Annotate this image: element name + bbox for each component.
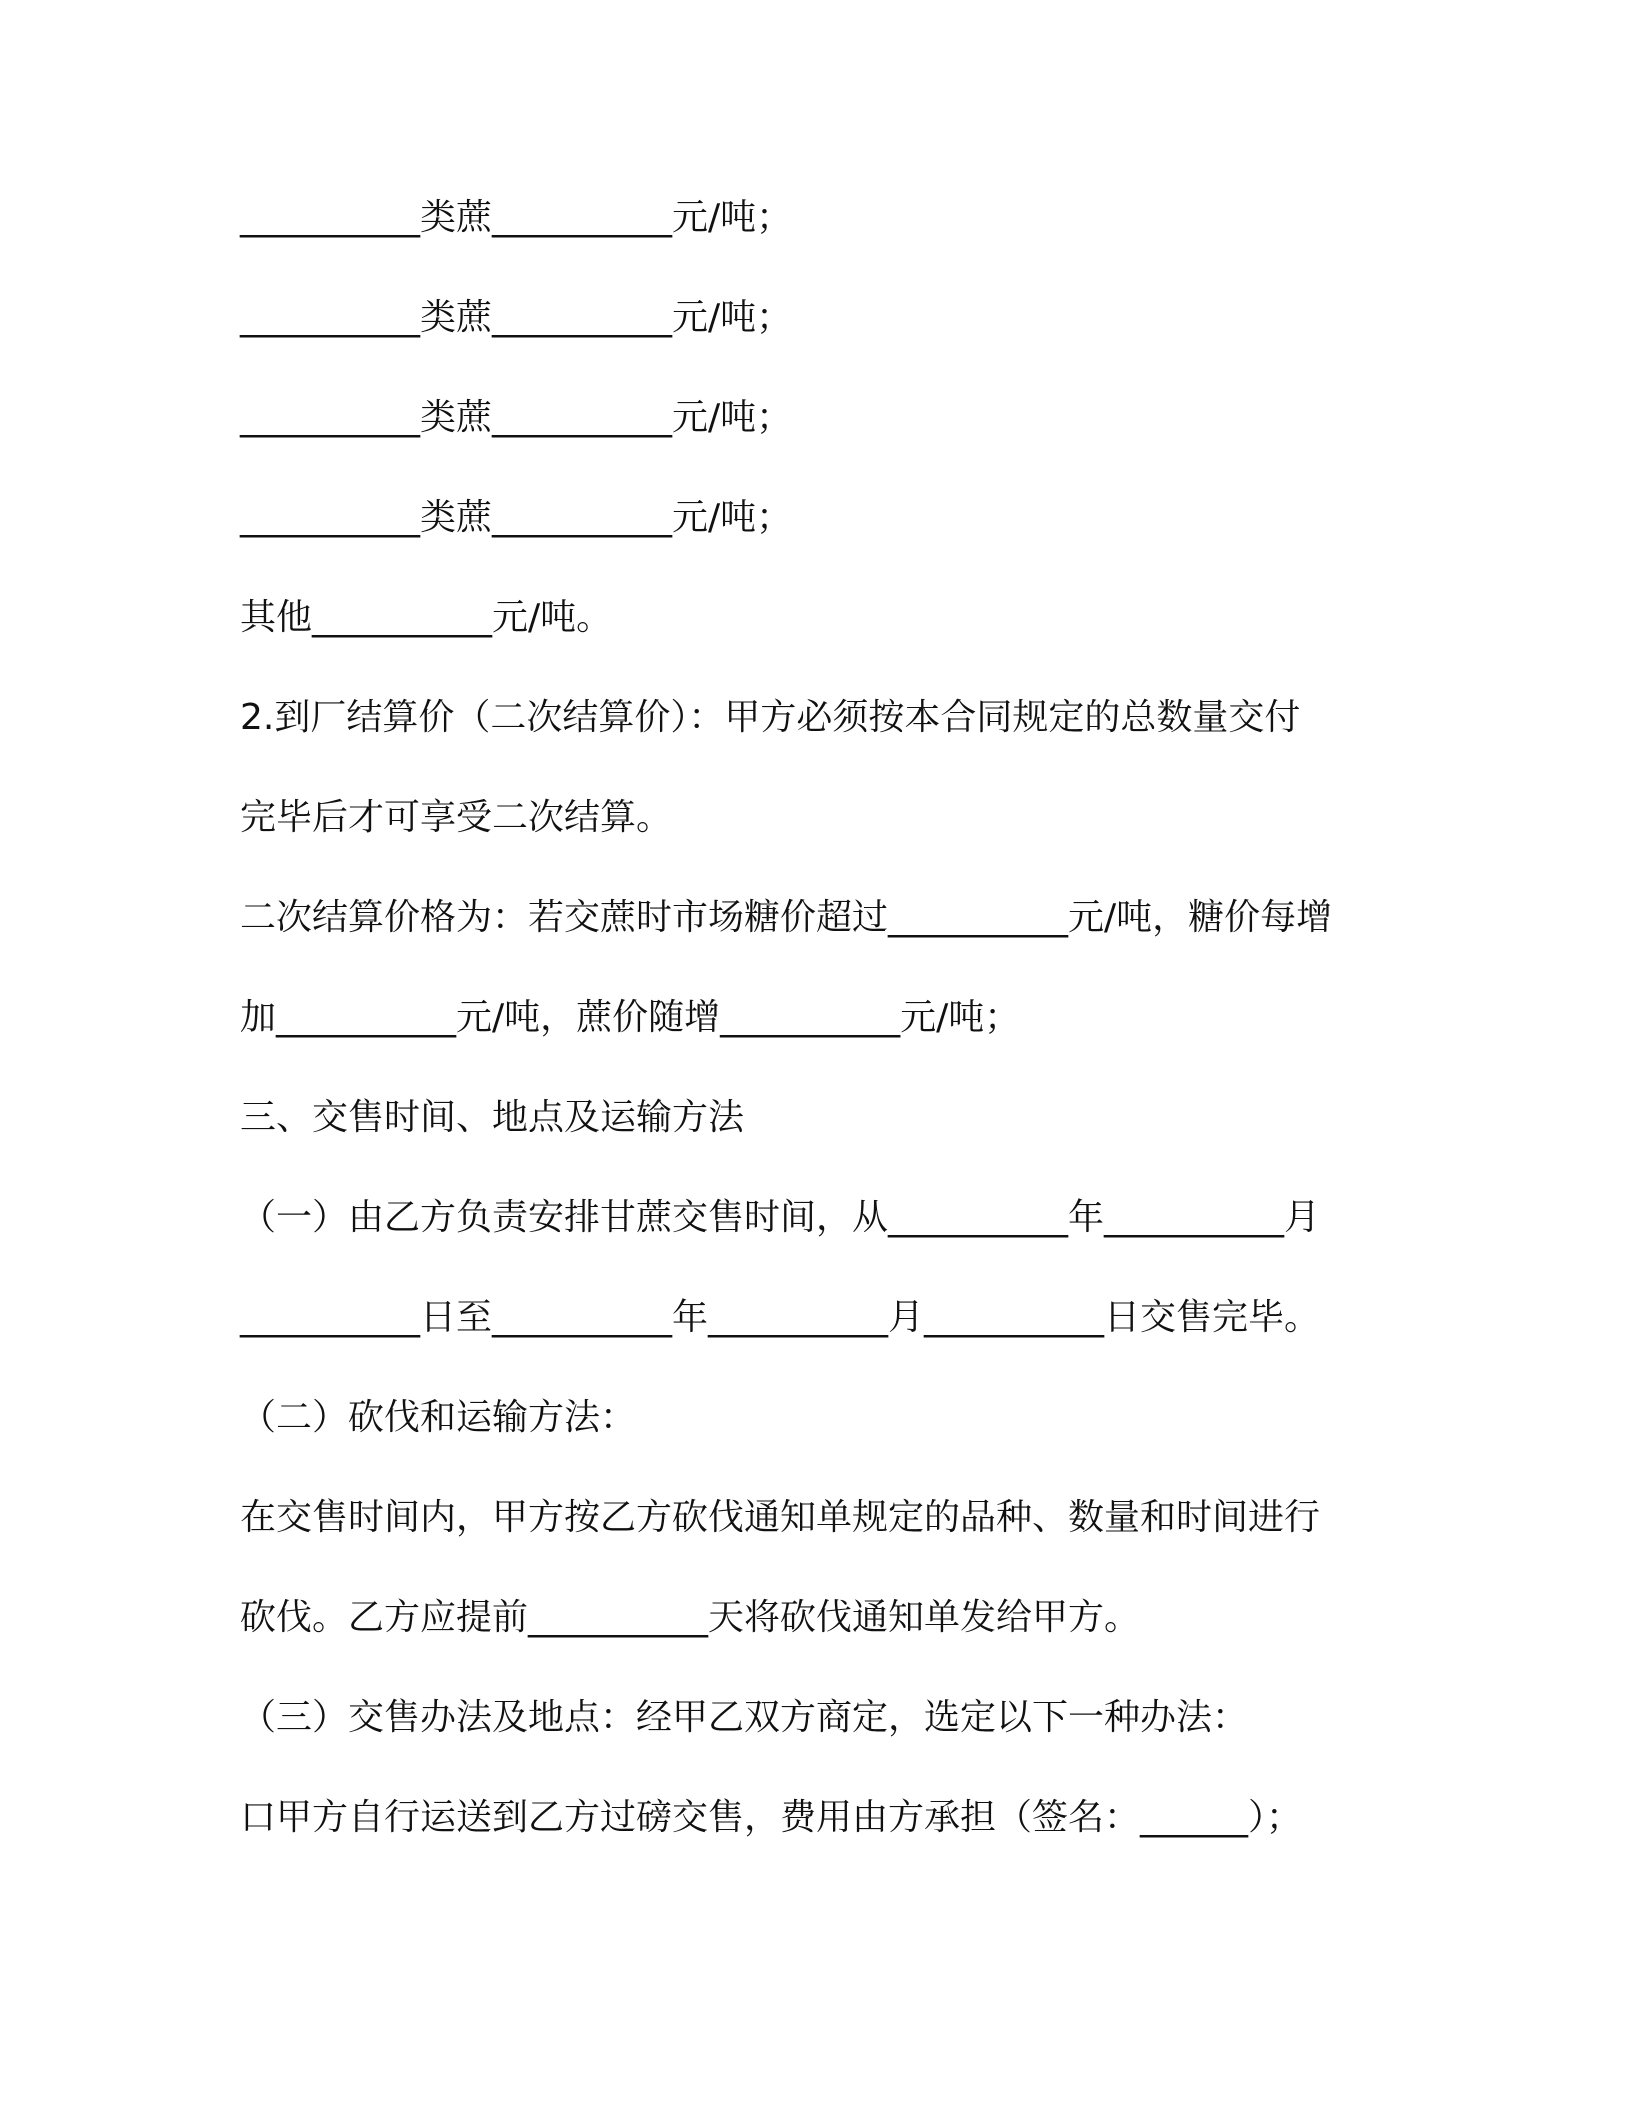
- price-line-other: 其他__________元/吨。: [240, 597, 613, 638]
- harvest-method-line-1: 在交售时间内，甲方按乙方砍伐通知单规定的品种、数量和时间进行: [240, 1497, 1321, 1538]
- sale-time-line-1: （一）由乙方负责安排甘蔗交售时间，从__________年__________月: [240, 1197, 1321, 1238]
- settlement-continued-line: 完毕后才可享受二次结算。: [240, 797, 673, 838]
- second-settlement-line-2: 加__________元/吨，蔗价随增__________元/吨；: [240, 997, 1021, 1038]
- section-three-heading: 三、交售时间、地点及运输方法: [240, 1097, 745, 1138]
- price-line-1: __________类蔗__________元/吨；: [240, 197, 793, 238]
- sale-method-option-1: 口甲方自行运送到乙方过磅交售，费用由方承担（签名：______）；: [240, 1797, 1303, 1838]
- price-line-3: __________类蔗__________元/吨；: [240, 397, 793, 438]
- settlement-heading-line: 2.到厂结算价（二次结算价）：甲方必须按本合同规定的总数量交付: [240, 697, 1301, 738]
- price-line-2: __________类蔗__________元/吨；: [240, 297, 793, 338]
- sale-method-heading: （三）交售办法及地点：经甲乙双方商定，选定以下一种办法：: [240, 1697, 1249, 1738]
- price-line-4: __________类蔗__________元/吨；: [240, 497, 793, 538]
- harvest-method-heading: （二）砍伐和运输方法：: [240, 1397, 637, 1438]
- harvest-method-line-2: 砍伐。乙方应提前__________天将砍伐通知单发给甲方。: [240, 1597, 1141, 1638]
- sale-time-line-2: __________日至__________年__________月__________日交售完毕。: [240, 1297, 1321, 1338]
- second-settlement-line-1: 二次结算价格为：若交蔗时市场糖价超过__________元/吨，糖价每增: [240, 897, 1333, 938]
